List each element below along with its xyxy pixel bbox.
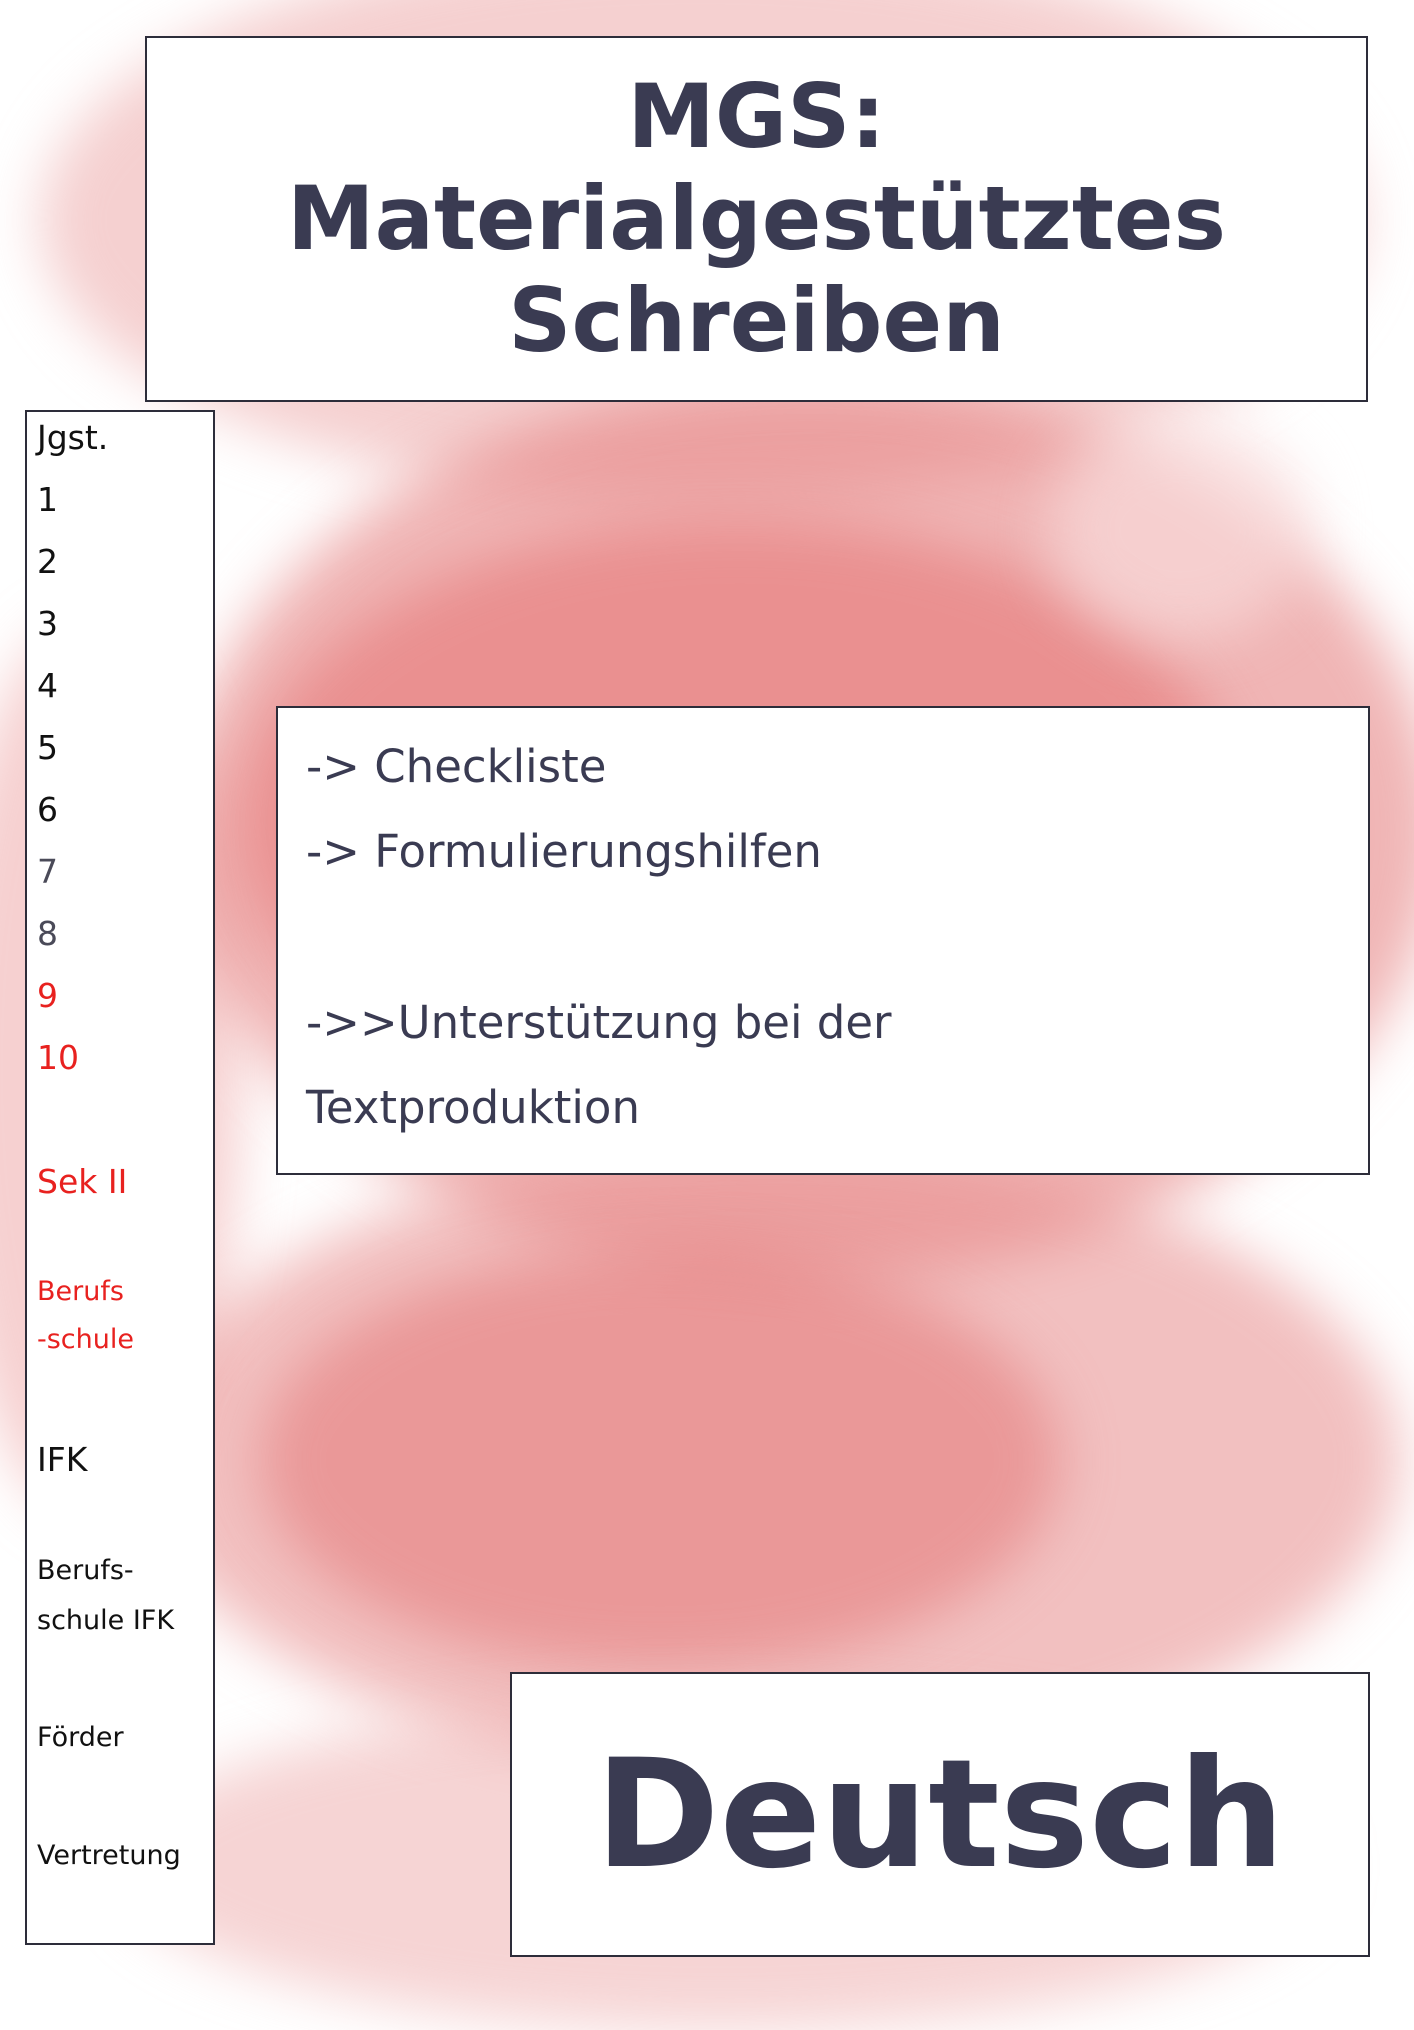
grade-item: 2 — [37, 542, 58, 581]
contents-item-textproduktion: Textproduktion — [306, 1081, 640, 1134]
contents-item-checkliste: -> Checkliste — [306, 740, 607, 793]
grade-item: 3 — [37, 604, 58, 643]
grade-foerder: Förder — [37, 1722, 124, 1753]
contents-item-formulierungshilfen: -> Formulierungshilfen — [306, 825, 822, 878]
contents-box — [276, 706, 1370, 1175]
grade-item-highlighted: 10 — [37, 1038, 79, 1077]
grade-level-list — [25, 410, 215, 1945]
grade-vertretung: Vertretung — [37, 1840, 181, 1871]
grade-item: 1 — [37, 480, 58, 519]
grade-item: 6 — [37, 790, 58, 829]
grade-header: Jgst. — [37, 418, 109, 457]
title-line-2: Materialgestütztes — [287, 167, 1226, 270]
grade-berufsschule-ifk-line1: Berufs- — [37, 1555, 134, 1586]
grade-sek2: Sek II — [37, 1162, 128, 1201]
contents-item-unterstuetzung: ->>Unterstützung bei der — [306, 996, 892, 1049]
title-line-1: MGS: — [627, 65, 886, 168]
grade-berufsschule-line2: -schule — [37, 1324, 134, 1355]
watercolor-wash — [1050, 420, 1310, 640]
grade-berufsschule-ifk-line2: schule IFK — [37, 1605, 175, 1636]
title-box — [145, 36, 1368, 402]
grade-ifk: IFK — [37, 1440, 88, 1479]
grade-item: 5 — [37, 728, 58, 767]
subject-label: Deutsch — [595, 1727, 1285, 1902]
title-line-3: Schreiben — [508, 269, 1005, 372]
grade-item: 8 — [37, 914, 58, 953]
subject-box — [510, 1672, 1370, 1957]
watercolor-wash — [260, 1250, 1060, 1670]
grade-berufsschule-line1: Berufs — [37, 1276, 124, 1307]
grade-item: 7 — [37, 852, 58, 891]
grade-item-highlighted: 9 — [37, 976, 58, 1015]
grade-item: 4 — [37, 666, 58, 705]
